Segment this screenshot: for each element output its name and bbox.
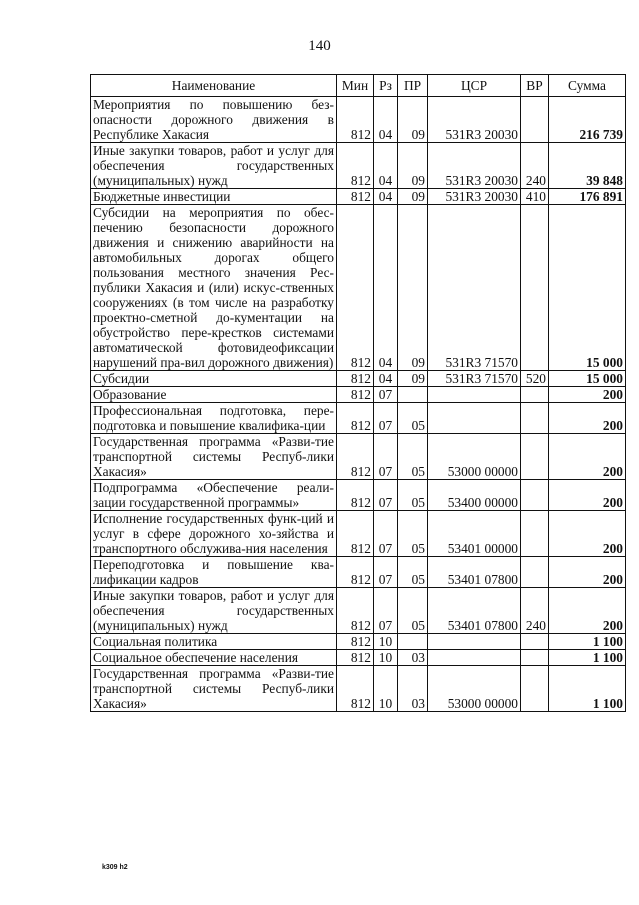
cell-vr xyxy=(521,387,549,403)
cell-pr: 09 xyxy=(398,97,428,143)
cell-rz: 04 xyxy=(374,189,398,205)
cell-rz: 07 xyxy=(374,511,398,557)
header-vr: ВР xyxy=(521,75,549,97)
cell-csr: 53400 00000 xyxy=(428,480,521,511)
table-row xyxy=(91,143,626,189)
cell-name: Образование xyxy=(91,387,337,403)
cell-vr: 240 xyxy=(521,143,549,189)
cell-rz: 07 xyxy=(374,557,398,588)
budget-table xyxy=(90,74,626,712)
cell-pr: 05 xyxy=(398,403,428,434)
cell-sum: 200 xyxy=(549,511,626,557)
cell-name: Мероприятия по повышению без-опасности дорожного движения в Республике Хакасия xyxy=(91,97,337,143)
cell-sum: 200 xyxy=(549,387,626,403)
cell-min: 812 xyxy=(337,371,374,387)
cell-csr: 53401 00000 xyxy=(428,511,521,557)
cell-min: 812 xyxy=(337,97,374,143)
cell-csr xyxy=(428,403,521,434)
footer-code: k309 h2 xyxy=(102,864,128,871)
cell-min: 812 xyxy=(337,189,374,205)
cell-sum: 200 xyxy=(549,434,626,480)
table-header-row xyxy=(91,75,626,97)
cell-vr xyxy=(521,666,549,712)
cell-name: Субсидии на мероприятия по обес-печению безопасности дорожного движения и снижению аварийности на автомобильных дорогах общего пользования местного значения Рес-публики Хакасия и (или) искус-ственных сооружениях (в том числе на разработку проектно-сметной до-кументации на обустройство пере-крестков системами автоматической фотовидеофиксации нарушений пра-вил дорожного движения) xyxy=(91,205,337,371)
header-sum: Сумма xyxy=(549,75,626,97)
cell-sum: 15 000 xyxy=(549,205,626,371)
table-row xyxy=(91,511,626,557)
cell-min: 812 xyxy=(337,387,374,403)
cell-rz: 10 xyxy=(374,666,398,712)
cell-rz: 07 xyxy=(374,588,398,634)
cell-vr xyxy=(521,205,549,371)
table-row xyxy=(91,434,626,480)
cell-name: Субсидии xyxy=(91,371,337,387)
table-row xyxy=(91,403,626,434)
cell-name: Бюджетные инвестиции xyxy=(91,189,337,205)
cell-sum: 200 xyxy=(549,480,626,511)
cell-vr xyxy=(521,557,549,588)
cell-rz: 10 xyxy=(374,634,398,650)
table-row xyxy=(91,588,626,634)
cell-pr: 03 xyxy=(398,650,428,666)
cell-rz: 04 xyxy=(374,371,398,387)
cell-min: 812 xyxy=(337,434,374,480)
cell-vr xyxy=(521,650,549,666)
cell-sum: 1 100 xyxy=(549,650,626,666)
cell-pr: 09 xyxy=(398,189,428,205)
cell-pr: 05 xyxy=(398,480,428,511)
cell-pr: 05 xyxy=(398,511,428,557)
cell-rz: 07 xyxy=(374,434,398,480)
table-row xyxy=(91,634,626,650)
cell-min: 812 xyxy=(337,143,374,189)
cell-name: Профессиональная подготовка, пере-подготовка и повышение квалифика-ции xyxy=(91,403,337,434)
cell-min: 812 xyxy=(337,588,374,634)
header-rz: Рз xyxy=(374,75,398,97)
header-pr: ПР xyxy=(398,75,428,97)
cell-csr: 531R3 71570 xyxy=(428,205,521,371)
header-csr: ЦСР xyxy=(428,75,521,97)
header-min: Мин xyxy=(337,75,374,97)
cell-pr: 09 xyxy=(398,143,428,189)
cell-sum: 15 000 xyxy=(549,371,626,387)
table-row xyxy=(91,205,626,371)
cell-min: 812 xyxy=(337,650,374,666)
cell-name: Исполнение государственных функ-ций и услуг в сфере дорожного хо-зяйства и транспортного обслужива-ния населения xyxy=(91,511,337,557)
table-row xyxy=(91,557,626,588)
cell-min: 812 xyxy=(337,634,374,650)
cell-min: 812 xyxy=(337,557,374,588)
cell-sum: 200 xyxy=(549,588,626,634)
page-number: 140 xyxy=(308,38,331,54)
cell-pr: 05 xyxy=(398,588,428,634)
cell-csr: 53401 07800 xyxy=(428,557,521,588)
cell-rz: 07 xyxy=(374,403,398,434)
cell-min: 812 xyxy=(337,511,374,557)
cell-name: Социальное обеспечение населения xyxy=(91,650,337,666)
cell-sum: 39 848 xyxy=(549,143,626,189)
table-row xyxy=(91,666,626,712)
cell-name: Подпрограмма «Обеспечение реали-зации государственной программы» xyxy=(91,480,337,511)
cell-rz: 04 xyxy=(374,143,398,189)
cell-vr: 410 xyxy=(521,189,549,205)
table-row xyxy=(91,97,626,143)
cell-pr xyxy=(398,387,428,403)
cell-min: 812 xyxy=(337,205,374,371)
cell-csr: 53000 00000 xyxy=(428,434,521,480)
table-row xyxy=(91,480,626,511)
cell-csr: 53000 00000 xyxy=(428,666,521,712)
cell-pr xyxy=(398,634,428,650)
cell-vr xyxy=(521,634,549,650)
cell-vr: 520 xyxy=(521,371,549,387)
cell-min: 812 xyxy=(337,666,374,712)
cell-min: 812 xyxy=(337,403,374,434)
cell-rz: 04 xyxy=(374,97,398,143)
cell-csr: 531R3 20030 xyxy=(428,97,521,143)
cell-sum: 200 xyxy=(549,403,626,434)
table-row xyxy=(91,189,626,205)
cell-name: Социальная политика xyxy=(91,634,337,650)
cell-rz: 07 xyxy=(374,480,398,511)
cell-csr xyxy=(428,634,521,650)
cell-name: Государственная программа «Разви-тие транспортной системы Респуб-лики Хакасия» xyxy=(91,666,337,712)
header-name: Наименование xyxy=(91,75,337,97)
cell-name: Иные закупки товаров, работ и услуг для обеспечения государственных (муниципальных) нужд xyxy=(91,588,337,634)
cell-vr: 240 xyxy=(521,588,549,634)
cell-sum: 176 891 xyxy=(549,189,626,205)
table-row xyxy=(91,650,626,666)
cell-sum: 1 100 xyxy=(549,666,626,712)
cell-rz: 07 xyxy=(374,387,398,403)
cell-sum: 216 739 xyxy=(549,97,626,143)
cell-csr: 531R3 71570 xyxy=(428,371,521,387)
cell-pr: 05 xyxy=(398,434,428,480)
cell-csr xyxy=(428,387,521,403)
cell-vr xyxy=(521,511,549,557)
cell-vr xyxy=(521,480,549,511)
cell-csr: 531R3 20030 xyxy=(428,189,521,205)
cell-pr: 09 xyxy=(398,371,428,387)
cell-vr xyxy=(521,403,549,434)
cell-name: Иные закупки товаров, работ и услуг для обеспечения государственных (муниципальных) нужд xyxy=(91,143,337,189)
cell-vr xyxy=(521,97,549,143)
cell-name: Переподготовка и повышение ква-лификации кадров xyxy=(91,557,337,588)
cell-rz: 10 xyxy=(374,650,398,666)
table-row xyxy=(91,371,626,387)
cell-csr: 53401 07800 xyxy=(428,588,521,634)
cell-vr xyxy=(521,434,549,480)
cell-sum: 200 xyxy=(549,557,626,588)
cell-pr: 09 xyxy=(398,205,428,371)
cell-pr: 05 xyxy=(398,557,428,588)
cell-pr: 03 xyxy=(398,666,428,712)
cell-sum: 1 100 xyxy=(549,634,626,650)
cell-min: 812 xyxy=(337,480,374,511)
cell-csr xyxy=(428,650,521,666)
cell-csr: 531R3 20030 xyxy=(428,143,521,189)
cell-name: Государственная программа «Разви-тие транспортной системы Респуб-лики Хакасия» xyxy=(91,434,337,480)
cell-rz: 04 xyxy=(374,205,398,371)
table-row xyxy=(91,387,626,403)
